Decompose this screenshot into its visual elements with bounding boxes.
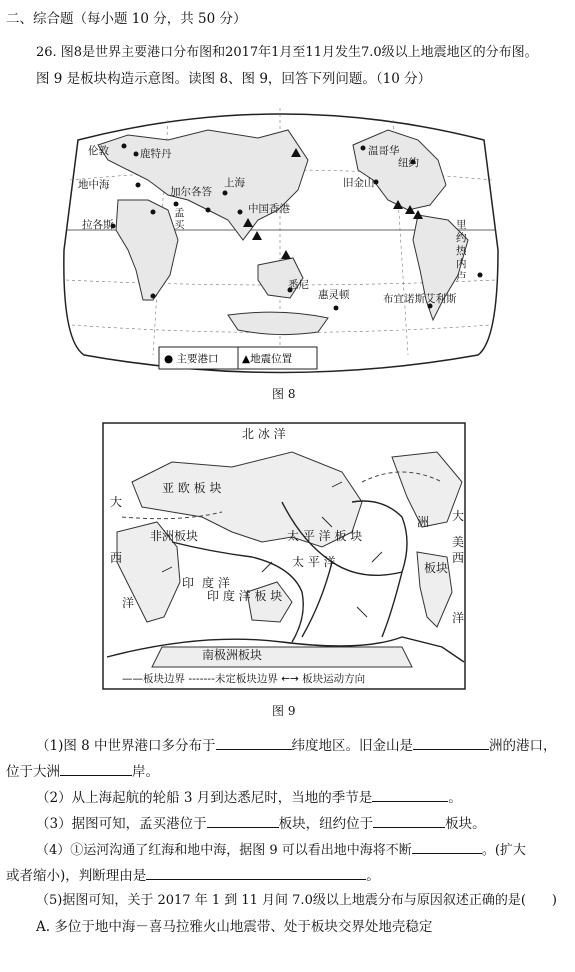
section-title: 二、综合题（每小题 10 分，共 50 分） [6, 11, 247, 27]
svg-text:卢: 卢 [456, 271, 467, 283]
q2-blank-1[interactable] [372, 788, 448, 802]
label-west2: 西 [452, 551, 465, 565]
label-africa-plate: 非洲板块 [150, 529, 199, 543]
q3-blank-2[interactable] [373, 814, 445, 828]
question-4-line2 [6, 866, 380, 885]
q1-text-b: 纬度地区。旧金山是 [291, 738, 414, 754]
q2-text-a: （2）从上海起航的轮船 3 月到达悉尼时，当地的季节是 [36, 790, 373, 806]
label-eurasia-plate: 亚 欧 板 块 [162, 481, 222, 495]
question-1-line1 [36, 736, 557, 755]
figure-9-caption: 图 9 [272, 704, 296, 718]
label-america-plate: 板块 [424, 561, 449, 575]
question-26-line2: 图 9 是板块构造示意图。读图 8、图 9，回答下列问题。（10 分） [36, 71, 432, 87]
q1-text-e: 岸。 [132, 764, 159, 780]
figure-9-plate-map [102, 422, 466, 690]
svg-text:拉各斯: 拉各斯 [82, 219, 114, 231]
label-america2: 美 [452, 535, 465, 549]
svg-text:孟: 孟 [174, 207, 185, 219]
q1-text-a: （1)图 8 中世界港口多分布于 [36, 738, 216, 754]
svg-text:悉尼: 悉尼 [288, 279, 309, 291]
label-indo-plate: 印 度 洋 板 块 [207, 589, 283, 603]
q1-text-c: 洲的港口， [489, 738, 557, 754]
svg-text:伦敦: 伦敦 [88, 145, 109, 157]
q1-blank-1[interactable] [216, 736, 292, 750]
svg-text:约: 约 [456, 232, 467, 244]
q3-text-a: （3）据图可知，孟买港位于 [36, 816, 207, 832]
svg-text:加尔各答: 加尔各答 [170, 186, 212, 198]
figure-9-legend: ——板块边界 -------未定板块边界 ←→ 板块运动方向 [122, 673, 366, 685]
label-india2: 度 洋 [202, 576, 230, 590]
q1-blank-2[interactable] [413, 736, 489, 750]
label-india1: 印 [182, 576, 195, 590]
figure-8-world-map [58, 100, 504, 375]
legend-quake: ▲地震位置 [242, 353, 293, 365]
svg-text:里: 里 [456, 219, 467, 231]
svg-text:鹿特丹: 鹿特丹 [140, 148, 172, 160]
svg-text:中国香港: 中国香港 [248, 203, 290, 215]
q4-blank-2[interactable] [146, 866, 366, 880]
svg-text:热: 热 [456, 245, 467, 257]
q2-text-b: 。 [448, 790, 462, 806]
q3-text-b: 板块，纽约位于 [278, 816, 374, 832]
label-ocean1: 洋 [122, 596, 135, 610]
q4-text-b: 。(扩大 [481, 843, 526, 858]
label-north-ice: 北 冰 洋 [242, 427, 286, 441]
label-west1: 西 [110, 551, 123, 565]
label-pacific-plate: 太 平 洋 板 块 [287, 529, 363, 543]
question-5-option-a: A. 多位于地中海－喜马拉雅火山地震带、处于板块交界处地壳稳定 [36, 919, 433, 935]
q3-text-c: 板块。 [445, 816, 486, 832]
label-nanji-plate: 南极洲板块 [202, 648, 263, 662]
label-ocean2: 洋 [452, 611, 465, 625]
legend-port: ● 主要港口 [164, 353, 219, 365]
label-big2: 大 [452, 509, 465, 523]
svg-text:上海: 上海 [224, 177, 245, 189]
label-america-zhou: 洲 [417, 515, 430, 529]
svg-text:旧金山: 旧金山 [343, 177, 375, 189]
question-3 [36, 814, 486, 833]
label-big1: 大 [110, 495, 123, 509]
q1-blank-3[interactable] [60, 762, 132, 776]
figure-8-caption: 图 8 [272, 387, 296, 401]
svg-text:内: 内 [456, 258, 467, 270]
q4-text-c: 或者缩小)，判断理由是 [6, 868, 147, 884]
svg-text:布宜诺斯艾利斯: 布宜诺斯艾利斯 [383, 293, 457, 305]
svg-text:温哥华: 温哥华 [368, 145, 400, 157]
q4-text-a: （4）①运河沟通了红海和地中海，据图 9 可以看出地中海将不断 [36, 843, 412, 858]
question-5: （5)据图可知，关于 2017 年 1 到 11 月间 7.0级以上地震分布与原因叙述正确的是( ) [36, 893, 557, 908]
label-pacific: 太 平 洋 [292, 555, 336, 569]
question-4-line1 [36, 840, 526, 860]
q4-blank-1[interactable] [412, 840, 482, 854]
svg-text:惠灵顿: 惠灵顿 [318, 289, 350, 301]
q1-text-d: 位于大洲 [6, 764, 60, 780]
q3-blank-1[interactable] [207, 814, 279, 828]
svg-text:纽约: 纽约 [398, 157, 419, 169]
question-1-line2 [6, 762, 159, 781]
svg-text:买: 买 [174, 219, 185, 231]
question-2 [36, 788, 462, 807]
svg-text:地中海: 地中海 [78, 179, 110, 191]
q4-text-d: 。 [366, 868, 380, 884]
question-26-line1: 26. 图8是世界主要港口分布图和2017年1月至11月发生7.0级以上地震地区的分布图。 [36, 45, 538, 60]
